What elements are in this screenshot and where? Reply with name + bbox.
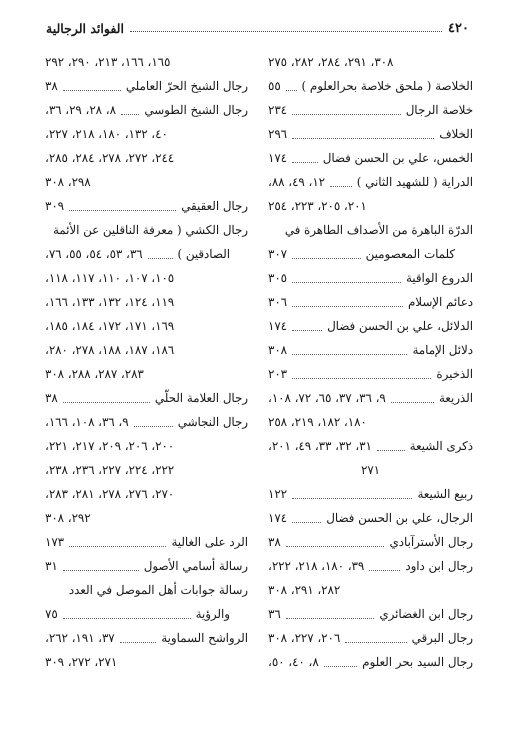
entry-label: رجال السيد بحر العلوم: [362, 655, 473, 669]
entry-page-numbers: ٩، ٣٦، ١٠٨، ١٦٦،: [45, 415, 129, 429]
index-entry: [268, 458, 473, 482]
index-entry: [45, 434, 248, 458]
entry-page-numbers: ١٧٤: [268, 511, 288, 525]
entry-page-numbers: ٥٥: [268, 79, 281, 93]
entry-page-numbers: ٣٠٩: [45, 199, 65, 213]
entry-label: الدروع الواقية: [405, 271, 473, 285]
entry-page-numbers: ٨، ٢٨، ٢٩، ٣٦،: [45, 103, 116, 117]
index-entry: [268, 482, 473, 506]
index-entry: [268, 194, 473, 218]
index-entry: [268, 362, 473, 386]
entry-page-numbers: ٣١، ٣٢، ٣٣، ٤٩، ٢٠١،: [268, 439, 372, 453]
index-entry: [45, 458, 248, 482]
dotted-leader: [120, 626, 156, 643]
entry-continuation: ١١٩، ١٢٤، ١٣٢، ١٣٣، ١٦٦،: [45, 295, 175, 309]
entry-continuation: ١٦٩، ١٧١، ١٧٢، ١٨٤، ١٨٥،: [45, 319, 175, 333]
entry-label: رجال العقيقي: [181, 199, 248, 213]
dotted-leader: [292, 266, 401, 283]
entry-page-numbers: ٧٥: [45, 607, 58, 621]
index-entry: [45, 122, 248, 146]
entry-label: دعائم الإسلام: [407, 295, 473, 309]
entry-page-numbers: ١٢٢: [268, 487, 288, 501]
entry-page-numbers: ٣٦: [268, 607, 281, 621]
index-entry: [45, 314, 248, 338]
entry-label: كلمات المعصومين: [365, 247, 455, 261]
index-column-left: [45, 50, 248, 674]
dotted-leader: [63, 386, 150, 403]
entry-continuation: ٢٠١، ٢٠٥، ٢٢٣، ٢٥٤: [268, 199, 367, 213]
entry-label: رجال ابن الغضائري: [379, 607, 473, 621]
entry-label: الخمس، علي بن الحسن فضال: [322, 151, 473, 165]
index-entry: [268, 602, 473, 626]
entry-page-numbers: ٣٠٨: [268, 343, 288, 357]
entry-label: الخلاف: [439, 127, 473, 141]
index-entry: [268, 218, 473, 242]
index-entry: [268, 434, 473, 458]
dotted-leader: [292, 482, 412, 499]
dotted-leader: [286, 74, 297, 91]
index-entry: [268, 146, 473, 170]
index-entry: [268, 626, 473, 650]
entry-label: والرؤية: [195, 607, 230, 621]
entry-continuation: ٢٤٤، ٢٧٢، ٢٧٨، ٢٨٤، ٢٨٥،: [45, 151, 175, 165]
dotted-leader: [148, 242, 173, 259]
dotted-leader: [69, 194, 176, 211]
index-entry: [45, 602, 248, 626]
index-entry: [45, 506, 248, 530]
index-entry: [268, 170, 473, 194]
index-entry: [45, 554, 248, 578]
dotted-leader: [292, 98, 401, 115]
index-entry: [268, 314, 473, 338]
index-entry: [268, 50, 473, 74]
header-leader-dots: [130, 24, 442, 32]
dotted-leader: [63, 74, 121, 91]
dotted-leader: [292, 314, 322, 331]
entry-page-numbers: ٢٠٣: [268, 367, 288, 381]
entry-label: الرجال، علي بن الحسن فضال: [326, 511, 473, 525]
dotted-leader: [345, 626, 407, 643]
index-entry: [268, 410, 473, 434]
dotted-leader: [292, 242, 361, 259]
index-entry: [45, 218, 248, 242]
entry-continuation: ٣٠٨، ٢٩١، ٢٨٤، ٢٨٢، ٢٧٥: [268, 55, 394, 69]
index-entry: [45, 266, 248, 290]
entry-page-numbers: ١٧٣: [45, 535, 65, 549]
entry-label: ذكرى الشيعة: [409, 439, 473, 453]
dotted-leader: [292, 362, 431, 379]
dotted-leader: [63, 554, 139, 571]
entry-page-numbers: ٣٨: [45, 391, 58, 405]
entry-page-numbers: ٣٦، ٥٣، ٥٤، ٥٥، ٧٦،: [45, 247, 143, 261]
dotted-leader: [369, 554, 400, 571]
dotted-leader: [63, 602, 191, 619]
entry-label: الخلاصة ( ملحق خلاصة بحرالعلوم ): [301, 79, 473, 93]
entry-label: رسالة جوابات أهل الموصل في العدد: [68, 583, 248, 597]
index-entry: [268, 506, 473, 530]
index-entry: [268, 650, 473, 674]
index-entry: [45, 362, 248, 386]
entry-label: الدرّة الباهرة من الأصداف الطاهرة في: [284, 223, 473, 237]
entry-label: رجال ابن داود: [405, 559, 473, 573]
index-entry: [268, 98, 473, 122]
dotted-leader: [292, 338, 407, 355]
index-entry: [45, 290, 248, 314]
entry-page-numbers: ٩، ٣٦، ٣٧، ٦٥، ٧٢، ١٠٨،: [268, 391, 386, 405]
entry-continuation: ٢٠٠، ٢٠٦، ٢٠٩، ٢١٧، ٢٢١،: [45, 439, 175, 453]
entry-label: رجال الكشي ( معرفة الناقلين عن الأئمة: [52, 223, 248, 237]
index-entry: [45, 626, 248, 650]
index-entry: [45, 74, 248, 98]
entry-continuation: ٢٨٢، ٢٩١، ٣٠٨: [268, 583, 341, 597]
dotted-leader: [134, 410, 173, 427]
index-entry: [268, 554, 473, 578]
running-title: الفوائد الرجالية: [46, 20, 124, 36]
entry-continuation: ١٠٥، ١٠٧، ١١٠، ١١٧، ١١٨،: [45, 271, 175, 285]
entry-page-numbers: ٣٠٥: [268, 271, 288, 285]
index-entry: [45, 338, 248, 362]
entry-page-numbers: ٣١: [45, 559, 58, 573]
dotted-leader: [292, 506, 321, 523]
index-entry: [45, 194, 248, 218]
index-entry: [268, 122, 473, 146]
index-entry: [268, 530, 473, 554]
entry-label: الصادقين ): [177, 247, 230, 261]
dotted-leader: [292, 146, 318, 163]
entry-label: الدلائل، علي بن الحسن فضال: [327, 319, 473, 333]
entry-page-numbers: ٨، ٤٠، ٥٠،: [268, 655, 319, 669]
dotted-leader: [69, 530, 166, 547]
entry-label: الذخيرة: [436, 367, 473, 381]
entry-page-numbers: ١٢، ٤٩، ٨٨،: [268, 175, 325, 189]
dotted-leader: [324, 650, 357, 667]
dotted-leader: [121, 98, 139, 115]
index-column-right: [268, 50, 473, 674]
index-entry: [45, 482, 248, 506]
page-header: [46, 18, 469, 38]
entry-page-numbers: ٣٠٧: [268, 247, 288, 261]
index-entry: [45, 242, 248, 266]
dotted-leader: [292, 122, 434, 139]
index-entry: [45, 50, 248, 74]
entry-continuation: ٢٩٢، ٣٠٨: [45, 511, 91, 525]
index-entry: [45, 650, 248, 674]
entry-label: الذريعة: [438, 391, 473, 405]
entry-label: الدراية ( للشهيد الثاني ): [356, 175, 473, 189]
entry-label: رجال العلامة الحلّي: [154, 391, 248, 405]
entry-page-numbers: ٢٩٦: [268, 127, 288, 141]
dotted-leader: [330, 170, 352, 187]
index-entry: [45, 530, 248, 554]
entry-page-numbers: ٣٨: [268, 535, 281, 549]
entry-page-numbers: ٢٠٦، ٢٢٧، ٣٠٨: [268, 631, 341, 645]
index-entry: [268, 338, 473, 362]
index-entry: [268, 290, 473, 314]
entry-label: الرواشح السماوية: [161, 631, 248, 645]
entry-label: رجال الأسترآبادي: [389, 535, 473, 549]
entry-label: رجال البرقي: [411, 631, 473, 645]
entry-page-numbers: ٣٩، ١٨٠، ٢١٨، ٢٢٢،: [268, 559, 365, 573]
page-number: ٤٢٠: [448, 20, 469, 36]
entry-continuation: ٢٨٣، ٢٨٧، ٢٨٨، ٣٠٨: [45, 367, 144, 381]
entry-page-numbers: ٣٨: [45, 79, 58, 93]
entry-label: رجال الشيخ الحرّ العاملي: [125, 79, 248, 93]
entry-continuation: ٤٠، ١٣٢، ١٨٠، ٢١٨، ٢٢٧،: [45, 127, 168, 141]
dotted-leader: [377, 434, 405, 451]
index-entry: [45, 578, 248, 602]
entry-continuation: ٢٧٠، ٢٧٦، ٢٧٨، ٢٨١، ٢٨٣،: [45, 487, 175, 501]
entry-label: رجال الشيخ الطوسي: [144, 103, 248, 117]
entry-continuation: ٢٩٨، ٣٠٨: [45, 175, 91, 189]
entry-continuation: ٢٧١، ٢٧٢، ٣٠٩: [45, 655, 118, 669]
entry-page-numbers: ٣٧، ١٩١، ٢٦٢،: [45, 631, 115, 645]
entry-label: رجال النجاشي: [177, 415, 248, 429]
index-entry: [268, 242, 473, 266]
entry-label: دلائل الإمامة: [412, 343, 473, 357]
entry-continuation: ١٦٥، ١٦٦، ٢١٣، ٢٩٠، ٢٩٢: [45, 55, 171, 69]
entry-label: ربيع الشيعة: [417, 487, 473, 501]
entry-page-numbers: ١٧٤: [268, 319, 288, 333]
index-entry: [268, 74, 473, 98]
index-entry: [268, 578, 473, 602]
dotted-leader: [391, 386, 434, 403]
entry-page-numbers: ٢٣٤: [268, 103, 288, 117]
entry-label: الرد على الغالية: [171, 535, 248, 549]
entry-continuation: ٢٢٢، ٢٢٤، ٢٢٧، ٢٣٦، ٢٣٨،: [45, 463, 175, 477]
dotted-leader: [286, 602, 374, 619]
entry-continuation: ١٨٦، ١٨٧، ١٨٨، ٢٧٨، ٢٨٠،: [45, 343, 175, 357]
dotted-leader: [286, 530, 384, 547]
entry-label: رسالة أسامي الأصول: [143, 559, 248, 573]
entry-page-numbers: ٣٠٦: [268, 295, 288, 309]
index-entry: [45, 170, 248, 194]
entry-page-numbers: ١٧٤: [268, 151, 288, 165]
entry-continuation: ٢٧١: [360, 463, 380, 477]
index-entry: [45, 98, 248, 122]
index-entry: [268, 386, 473, 410]
entry-label: خلاصة الرجال: [405, 103, 473, 117]
index-entry: [268, 266, 473, 290]
index-entry: [45, 410, 248, 434]
index-entry: [45, 386, 248, 410]
entry-continuation: ١٨٠، ١٨٢، ٢١٩، ٢٥٨: [268, 415, 367, 429]
index-entry: [45, 146, 248, 170]
dotted-leader: [292, 290, 403, 307]
